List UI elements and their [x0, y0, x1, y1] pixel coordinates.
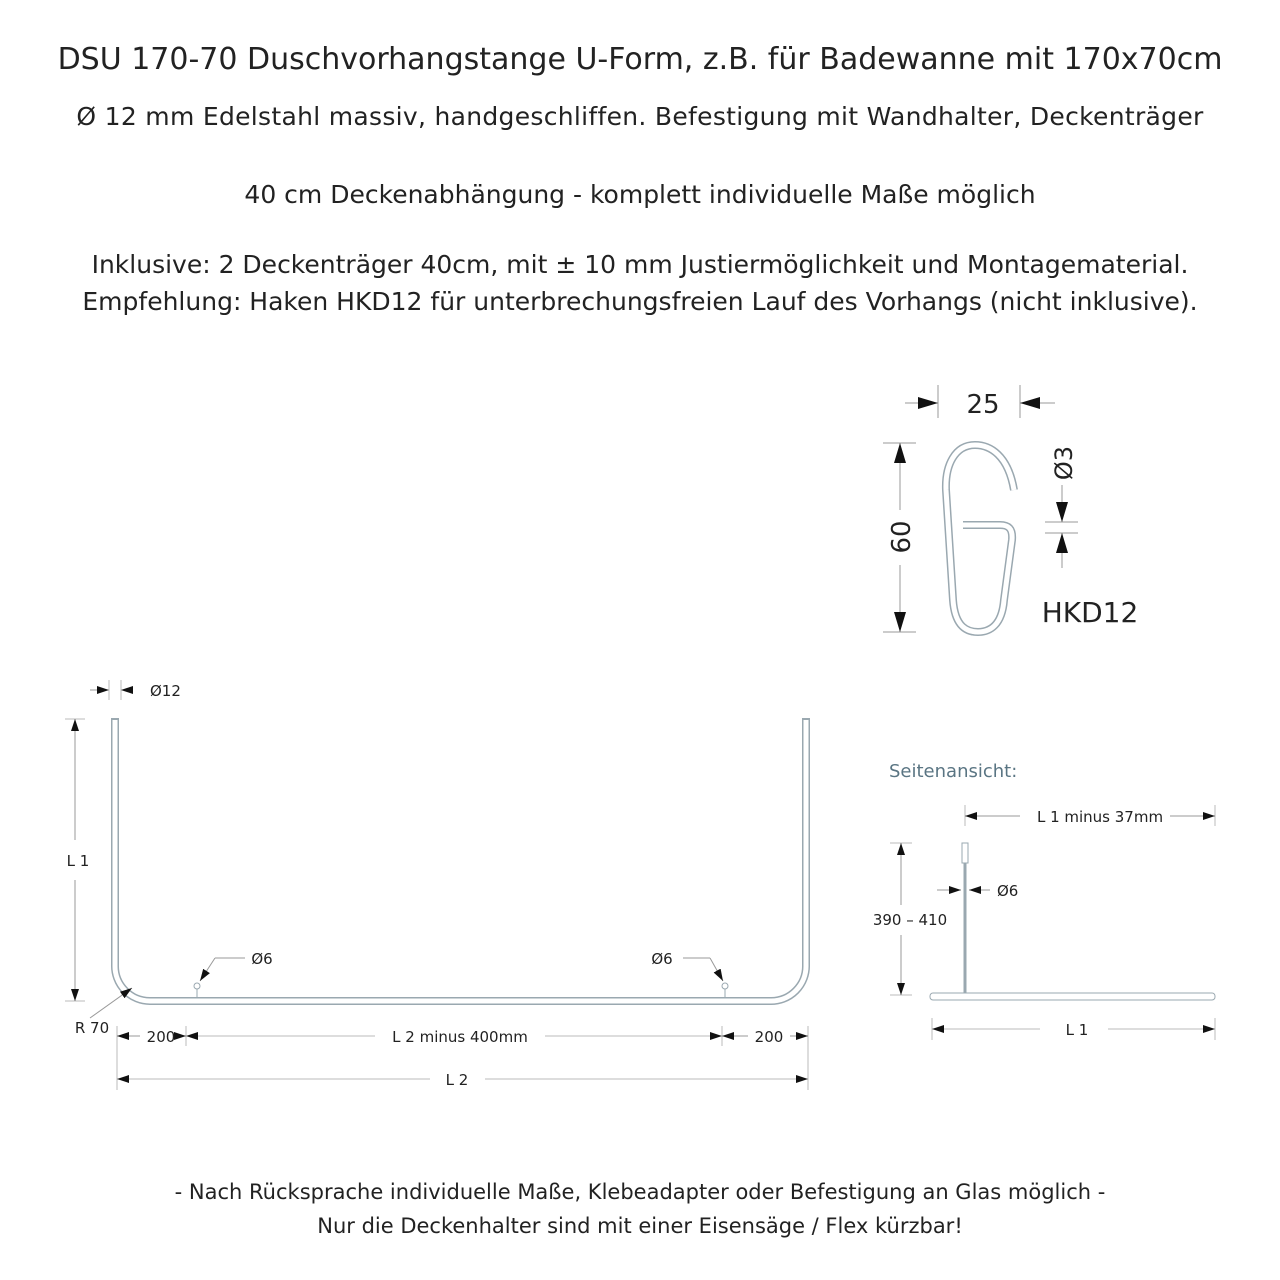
- side-l1-label: L 1: [1065, 1021, 1089, 1039]
- u-rod: [115, 719, 806, 1001]
- side-top-dim-label: L 1 minus 37mm: [1036, 808, 1164, 826]
- l1-label: L 1: [66, 852, 90, 870]
- included-info: Inklusive: 2 Deckenträger 40cm, mit ± 10 mm Justiermöglichkeit und Montagematerial.: [91, 250, 1189, 279]
- l2-label: L 2: [445, 1071, 469, 1089]
- hook-wire-label: Ø3: [1050, 445, 1078, 481]
- footer-note-1: - Nach Rücksprache individuelle Maße, Klebeadapter oder Befestigung an Glas möglich -: [174, 1180, 1106, 1204]
- ceiling-holder-left: [194, 983, 200, 989]
- side-view: [873, 761, 1215, 1040]
- side-view-title: Seitenansicht:: [889, 761, 1018, 782]
- recommendation-info: Empfehlung: Haken HKD12 für unterbrechungsfreien Lauf des Vorhangs (nicht inklusive).: [82, 287, 1198, 316]
- rod-diameter-label: Ø12: [150, 682, 181, 700]
- footer-note-2: Nur die Deckenhalter sind mit einer Eisensäge / Flex kürzbar!: [317, 1214, 963, 1238]
- front-view: [65, 680, 808, 1090]
- hook-height-label: 60: [887, 520, 917, 554]
- right-offset-label: 200: [754, 1028, 784, 1046]
- radius-label: R 70: [74, 1019, 110, 1037]
- holder-right-label: Ø6: [651, 950, 673, 968]
- suspension-info: 40 cm Deckenabhängung - komplett individuelle Maße möglich: [244, 180, 1036, 209]
- left-offset-label: 200: [146, 1028, 176, 1046]
- side-height-label: 390 – 410: [872, 911, 948, 929]
- middle-length-label: L 2 minus 400mm: [392, 1028, 528, 1046]
- hook-drawing: [883, 385, 1138, 632]
- hook-width-label: 25: [966, 390, 1000, 420]
- side-holder-diameter-label: Ø6: [997, 882, 1019, 900]
- side-rod: [930, 993, 1215, 1000]
- ceiling-holder-rod: [962, 843, 968, 863]
- holder-left-label: Ø6: [251, 950, 273, 968]
- page-title: DSU 170-70 Duschvorhangstange U-Form, z.B. für Badewanne mit 170x70cm: [57, 42, 1223, 77]
- hook-name: HKD12: [1041, 596, 1139, 629]
- subtitle: Ø 12 mm Edelstahl massiv, handgeschliffen. Befestigung mit Wandhalter, Deckenträger: [76, 102, 1204, 131]
- ceiling-holder-right: [722, 983, 728, 989]
